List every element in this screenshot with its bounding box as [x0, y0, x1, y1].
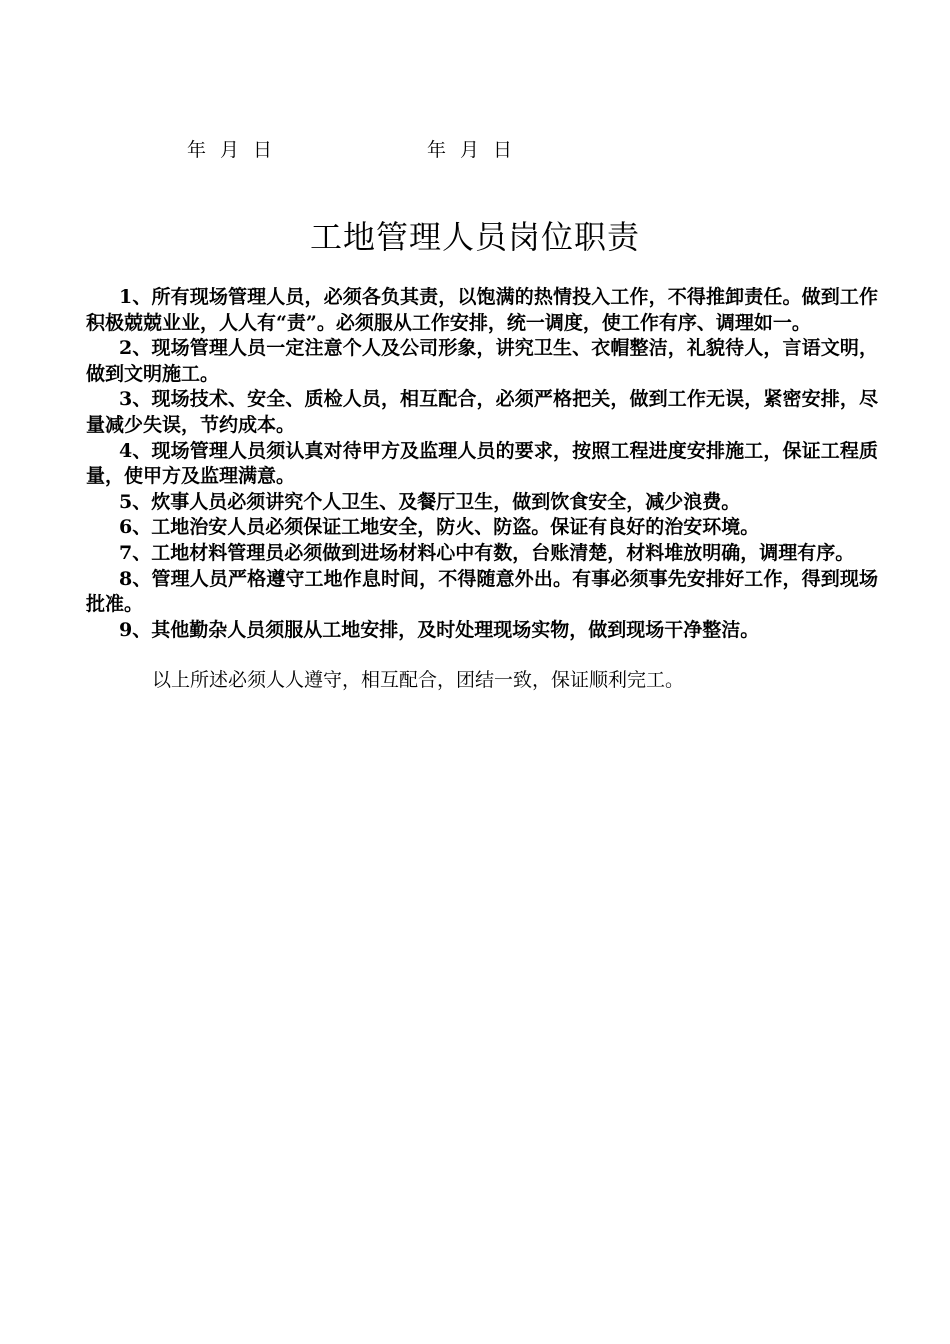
date-day-label: 日	[493, 139, 513, 161]
duty-text: 、炊事人员必须讲究个人卫生、及餐厅卫生，做到饮食安全，减少浪费。	[132, 490, 741, 513]
duty-text: 、工地治安人员必须保证工地安全，防火、防盗。保证有良好的治安环境。	[132, 516, 760, 539]
duty-text: 、其他勤杂人员须服从工地安排，及时处理现场实物，做到现场干净整洁。	[132, 618, 760, 641]
date-day-label: 日	[253, 139, 273, 161]
duty-number: 2	[119, 337, 133, 360]
duty-number: 7	[119, 541, 133, 564]
date-left	[187, 136, 286, 164]
date-year-label: 年	[187, 139, 207, 161]
duty-text: 、现场管理人员须认真对待甲方及监理人员的要求，按照工程进度安排施工，保证工程质量，使甲方及监理满意。	[86, 439, 878, 488]
duty-number: 3	[119, 388, 133, 411]
duty-item	[86, 285, 878, 336]
date-year-label: 年	[427, 139, 447, 161]
duty-number: 1	[119, 286, 133, 308]
duty-text: 、现场技术、安全、质检人员，相互配合，必须严格把关，做到工作无误，紧密安排，尽量减少失误，节约成本。	[86, 388, 878, 436]
duty-item	[86, 387, 878, 438]
duty-list	[86, 285, 878, 694]
duty-item	[86, 490, 878, 516]
duty-text: 、管理人员严格遵守工地作息时间，不得随意外出。有事必须事先安排好工作，得到现场批准。	[86, 567, 878, 616]
duty-number: 5	[119, 490, 133, 513]
date-month-label: 月	[460, 139, 480, 161]
date-right	[427, 136, 526, 164]
duty-item	[86, 336, 878, 387]
document-title: 工地管理人员岗位职责	[309, 218, 640, 256]
duty-number: 8	[119, 567, 133, 590]
duty-text: 、工地材料管理员必须做到进场材料心中有数，台账清楚，材料堆放明确，调理有序。	[132, 541, 855, 564]
duty-item	[86, 439, 878, 490]
duty-number: 6	[119, 516, 133, 539]
duty-item	[86, 618, 878, 644]
duty-number: 4	[119, 439, 133, 462]
duty-item	[86, 541, 878, 567]
duty-item	[86, 567, 878, 618]
duty-text: 、所有现场管理人员，必须各负其责，以饱满的热情投入工作，不得推卸责任。做到工作积极兢兢业业，人人有“责”。必须服从工作安排，统一调度，使工作有序、调理如一。	[86, 286, 878, 334]
duty-item	[86, 515, 878, 541]
date-row	[0, 136, 950, 166]
date-month-label: 月	[220, 139, 240, 161]
duty-number: 9	[119, 618, 133, 641]
closing-statement: 以上所述必须人人遵守，相互配合，团结一致，保证顺利完工。	[152, 669, 685, 692]
duty-text: 、现场管理人员一定注意个人及公司形象，讲究卫生、衣帽整洁，礼貌待人，言语文明，做到文明施工。	[86, 337, 878, 385]
